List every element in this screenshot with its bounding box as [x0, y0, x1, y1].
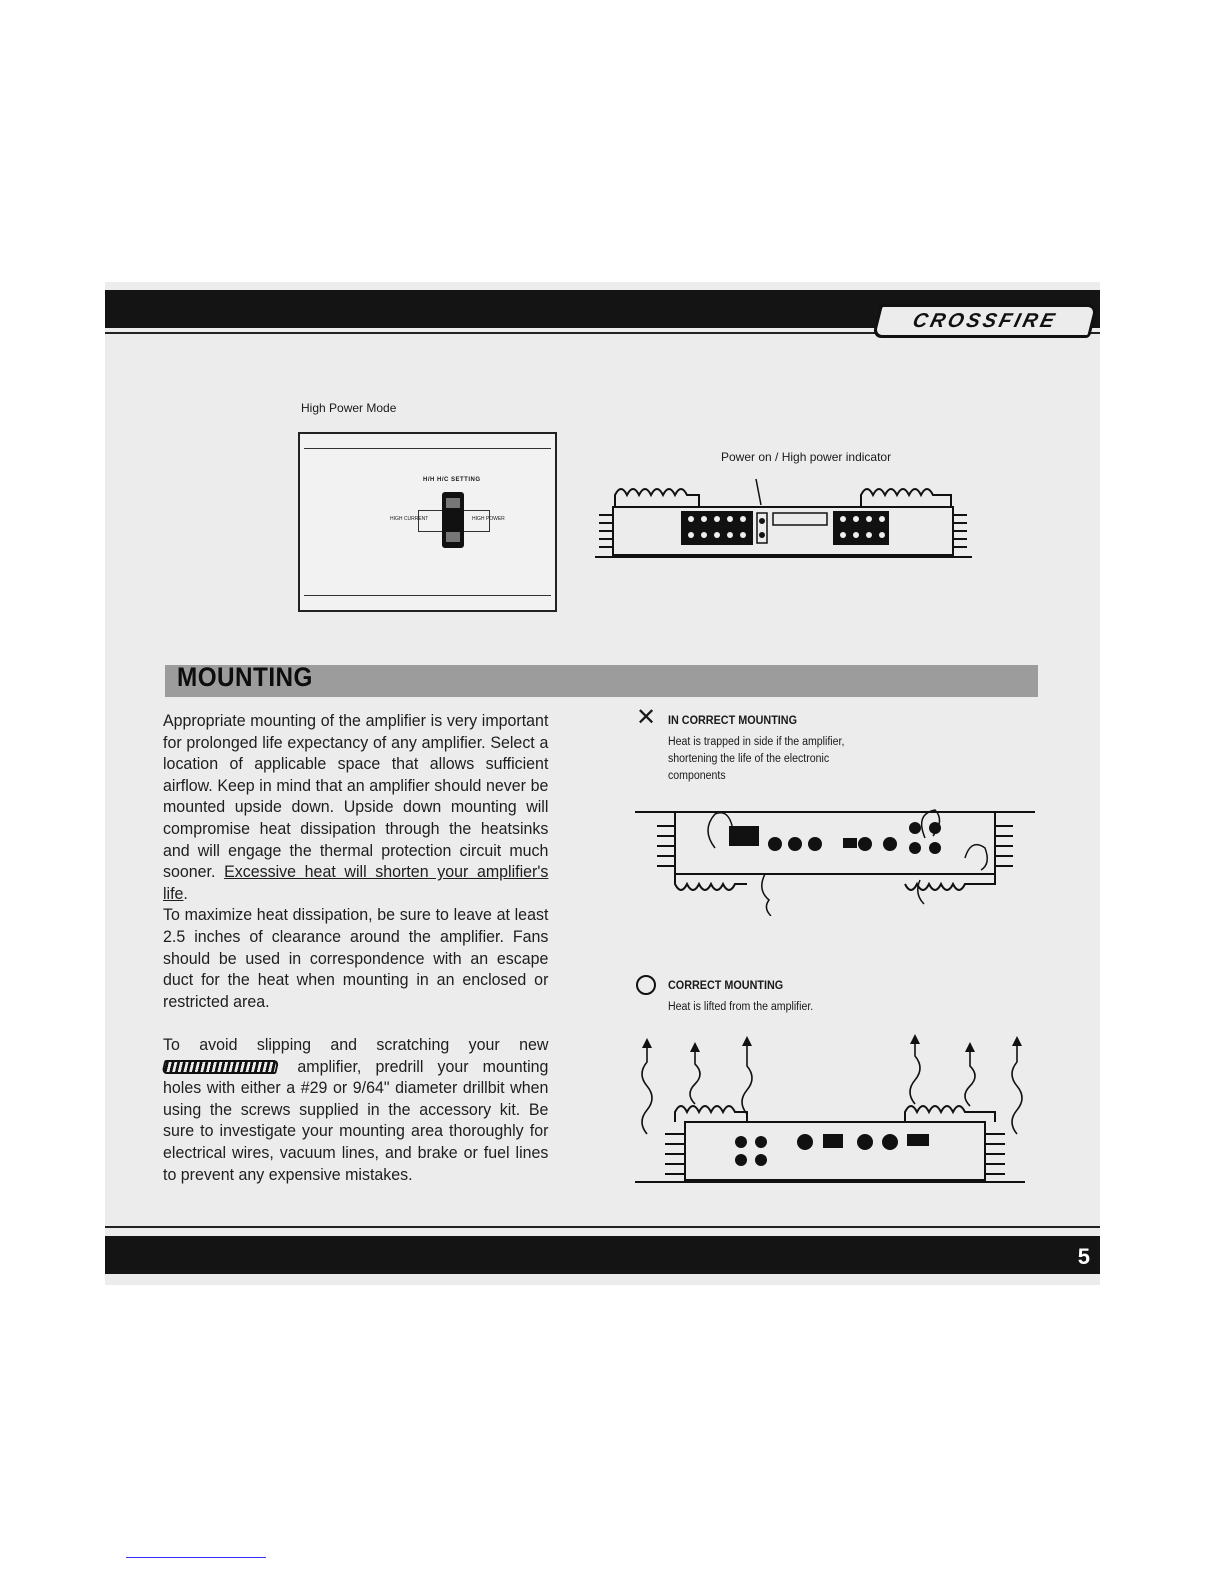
paragraph-3-start: To avoid slipping and scratching your new [163, 1035, 549, 1054]
brand-logo [872, 304, 1098, 338]
indicator-label: Power on / High power indicator [721, 450, 892, 464]
paragraph-1-emphasis: Excessive heat will shorten your amplifier's life [163, 862, 549, 903]
manual-page [105, 282, 1100, 1285]
amplifier-front-figure [591, 467, 976, 569]
correct-mounting-figure [635, 1034, 1035, 1189]
footnote-rule [126, 1557, 266, 1558]
correct-mounting-title: CORRECT MOUNTING [668, 978, 784, 992]
incorrect-mounting-description: Heat is trapped in side if the amplifier, shortening the life of the electronic components [668, 736, 845, 782]
high-current-label: HIGH CURRENT [390, 516, 429, 522]
brand-logo-text: CROSSFIRE [910, 309, 1060, 332]
panel-bottom-line [304, 595, 551, 596]
hhc-setting-label: H/H H/C SETTING [423, 477, 481, 483]
switch-panel-figure [298, 432, 557, 612]
incorrect-mounting-figure [635, 798, 1035, 916]
page-number: 5 [1077, 1244, 1090, 1269]
high-power-label: HIGH POWER [472, 516, 505, 522]
inline-brand-logo-icon [161, 1060, 279, 1074]
paragraph-1-end: . [183, 883, 188, 903]
paragraph-3-rest: amplifier, predrill your mounting holes with either a #29 or 9/64" diameter drillbit when using the screws supplied in the accessory kit. Be sure to investigate your mounting area thoroughly for electrical wires, vacuum lines, and brake or fuel lines to prevent any expensive mistakes. [163, 1056, 549, 1184]
paragraph-1-text: Appropriate mounting of the amplifier is very important for prolonged life expectancy of any amplifier. Select a location of applicable space that allows sufficient airflow. Keep in mind that an amplifier should never be mounted upside down. Upside down mounting will compromise heat dissipation through the heatsinks and will engage the thermal protection circuit much sooner. [163, 711, 549, 882]
correct-mark-icon [636, 975, 656, 995]
footer-rule [105, 1226, 1100, 1228]
incorrect-mounting-title: IN CORRECT MOUNTING [668, 713, 797, 727]
mounting-paragraph-1 [163, 710, 548, 1012]
footer-bar [105, 1236, 1100, 1274]
incorrect-mark-icon: ✕ [636, 704, 657, 731]
mode-switch-icon [442, 492, 464, 548]
high-power-mode-label: High Power Mode [301, 401, 397, 415]
panel-top-line [304, 448, 551, 449]
paragraph-2-text: To maximize heat dissipation, be sure to leave at least 2.5 inches of clearance around the amplifier. Fans should be used in correspondence with an escape duct for the heat when mounting in an enclosed or restricted area. [163, 905, 549, 1011]
correct-mounting-description: Heat is lifted from the amplifier. [668, 1001, 814, 1013]
mounting-paragraph-3 [163, 1034, 548, 1185]
section-heading: MOUNTING [177, 662, 313, 692]
